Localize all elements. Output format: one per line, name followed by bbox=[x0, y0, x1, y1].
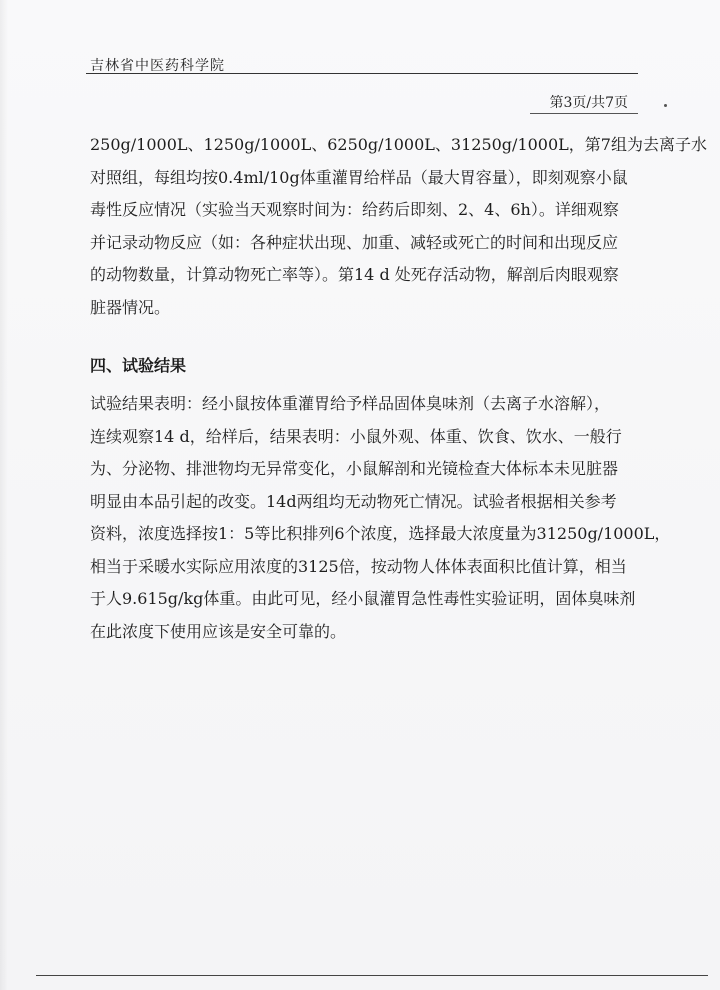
page-edge-shadow bbox=[0, 0, 8, 990]
text-line: 对照组，每组均按0.4ml/10g体重灌胃给样品（最大胃容量），即刻观察小鼠 bbox=[90, 167, 628, 187]
text-line: 250g/1000L、1250g/1000L、6250g/1000L、31250g/1000L，第7组为去离子水 bbox=[90, 135, 707, 154]
method-paragraph bbox=[90, 129, 707, 324]
text-line: 试验结果表明：经小鼠按体重灌胃给予样品固体臭味剂（去离子水溶解）， bbox=[90, 394, 611, 413]
text-line: 于人9.615g/kg体重。由此可见，经小鼠灌胃急性毒性实验证明，固体臭味剂 bbox=[90, 589, 636, 608]
section-heading: 四、试验结果 bbox=[90, 356, 187, 375]
text-line: 连续观察14 d，给样后，结果表明：小鼠外观、体重、饮食、饮水、一般行 bbox=[90, 426, 622, 446]
page-number-underline bbox=[530, 113, 638, 114]
header-rule bbox=[86, 73, 638, 74]
text-line: 脏器情况。 bbox=[90, 297, 171, 317]
text-line: 在此浓度下使用应该是安全可靠的。 bbox=[90, 621, 347, 641]
text-line: 并记录动物反应（如：各种症状出现、加重、减轻或死亡的时间和出现反应 bbox=[90, 232, 619, 252]
text-line: 为、分泌物、排泄物均无异常变化，小鼠解剖和光镜检查大体标本未见脏器 bbox=[90, 459, 619, 478]
institution-name: 吉林省中医药科学院 bbox=[90, 58, 225, 74]
page-number: 第3页/共7页 bbox=[549, 95, 628, 111]
scan-speck bbox=[664, 104, 667, 107]
text-line: 相当于采暖水实际应用浓度的3125倍，按动物人体体表面积比值计算，相当 bbox=[90, 556, 627, 576]
text-line: 明显由本品引起的改变。14d两组均无动物死亡情况。试验者根据相关参考 bbox=[90, 491, 617, 511]
text-line: 的动物数量，计算动物死亡率等）。第14 d 处死存活动物，解剖后肉眼观察 bbox=[90, 265, 619, 284]
text-line: 资料，浓度选择按1：5等比积排列6个浓度，选择最大浓度量为31250g/1000L， bbox=[90, 524, 671, 543]
text-line: 毒性反应情况（实验当天观察时间为：给药后即刻、2、4、6h）。详细观察 bbox=[90, 200, 619, 219]
results-paragraph bbox=[90, 388, 671, 648]
footer-rule bbox=[36, 975, 708, 976]
